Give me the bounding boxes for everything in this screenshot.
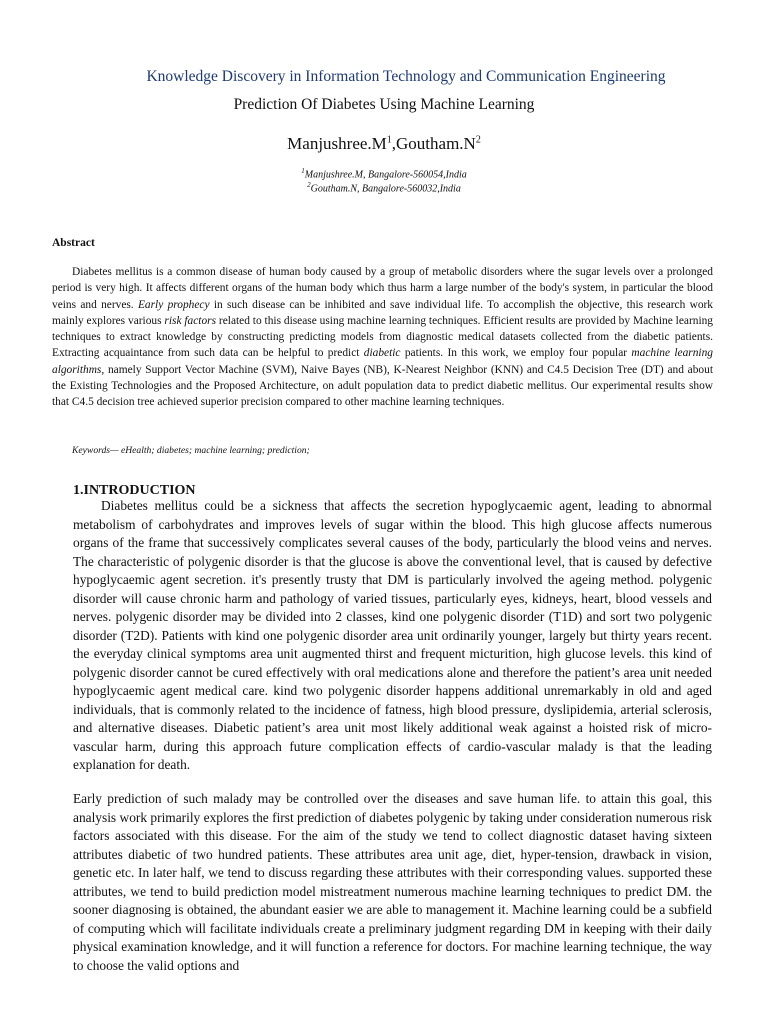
abstract-italic-2: risk factors [164, 314, 217, 327]
affiliation-1-marker: 1 [301, 167, 305, 175]
affiliation-1 [0, 167, 768, 180]
abstract-text-4: patients. In this work, we employ four popular [400, 347, 632, 360]
abstract-italic-4: machine learning algorithms [52, 347, 713, 376]
affiliation-2 [0, 181, 768, 194]
author-affil-marker-1: 1 [386, 134, 392, 146]
author-separator: , [391, 134, 397, 153]
introduction-heading: 1.INTRODUCTION [73, 483, 196, 498]
journal-name: Knowledge Discovery in Information Technology and Communication Engineering [146, 68, 666, 85]
introduction-paragraph-1: Diabetes mellitus could be a sickness that affects the secretion hypoglycaemic agent, leading to abnormal metabolism of carbohydrates and improves levels of sugar within the blood. This high glucose affects numerous organs of the frame that successively complicates several causes of the body, particularly the blood veins and nerves. The characteristic of polygenic disorder is that the glucose is above the conventional level, that is caused by defective hypoglycaemic agent secretion. it's presently trusty that DM is particularly involved the ageing method. polygenic disorder will cause chronic harm and pathology of varied tissues, particularly eyes, kidneys, heart, blood vessels and nerves. polygenic disorder may be divided into 2 classes, kind one polygenic disorder (T1D) and sort two polygenic disorder (T2D). Patients with kind one polygenic disorder area unit ordinarily younger, largely but thirty years recent. the everyday clinical symptoms area unit augmented thirst and frequent micturition, high glucose levels. this kind of polygenic disorder cannot be cured effectively with oral medications alone and therefore the patient’s area unit needed hypoglycaemic agent medical care. kind two polygenic disorder happens additional unremarkably in old and aged individuals, that is commonly related to the incidence of fatness, high blood pressure, dyslipidemia, arterial sclerosis, and alternative diseases. Diabetic patient’s area unit most likely additional weak against a hoisted risk of micro-vascular harm, during this approach future complication effects of cardio-vascular malady is that the leading explanation for death. [73, 498, 712, 772]
affiliation-1-text: Manjushree.M, Bangalore-560054,India [304, 169, 467, 181]
abstract-italic-3: diabetic [363, 347, 401, 360]
abstract-text-5: , namely Support Vector Machine (SVM), Naive Bayes (NB), K-Nearest Neighbor (KNN) and C4.5 Decision Tree (DT) and about the Existing Technologies and the Proposed Architecture, on adult population data to predict diabetic mellitus. Our experimental results show that C4.5 decision tree achieved superior precision compared to other machine learning techniques. [52, 363, 713, 409]
affiliation-2-marker: 2 [307, 181, 311, 189]
affiliation-2-text: Goutham.N, Bangalore-560032,India [310, 183, 461, 195]
author-affil-marker-2: 2 [475, 134, 481, 146]
introduction-paragraph-2: Early prediction of such malady may be controlled over the diseases and save human life. to attain this goal, this analysis work primarily explores the first prediction of diabetes polygenic by taking under consideration numerous risk factors associated with this disease. For the aim of the study we tend to collect diagnostic dataset having sixteen attributes diabetic of two hundred patients. These attributes area unit age, diet, hyper-tension, drawback in vision, genetic etc. In later half, we tend to discuss regarding these attributes with their corresponding values. supported these attributes, we tend to build prediction model mistreatment numerous machine learning techniques to predict DM. the sooner diagnosing is obtained, the abundant easier we are able to management it. Machine learning could be a subfield of computing which will facilitate individuals create a preliminary judgment regarding DM in keeping with their daily physical examination knowledge, and it will function a reference for doctors. For machine learning technique, the way to choose the valid options and [73, 791, 712, 973]
abstract-heading: Abstract [52, 237, 95, 249]
paper-title: Prediction Of Diabetes Using Machine Learning [233, 96, 535, 113]
author-name-2: Goutham.N [396, 134, 476, 153]
abstract-paragraph [52, 264, 713, 411]
author-line [0, 134, 768, 154]
abstract-text-2: in such disease can be inhibited and save individual life. To accomplish the objective, this research work mainly explores various [52, 298, 713, 327]
abstract-text-3: related to this disease using machine learning techniques. Efficient results are provided by Machine learning techniques to extract knowledge by constructing predicting models from diagnostic medical datasets collected from the diabetic patients. Extracting acquaintance from such data can be helpful to predict [52, 314, 714, 360]
abstract-italic-1: Early prophecy [137, 298, 210, 311]
author-name-1: Manjushree.M [287, 134, 387, 153]
abstract-text-1: Diabetes mellitus is a common disease of human body caused by a group of metabolic disorders where the sugar levels over a prolonged period is very high. It affects different organs of the human body which thus harm a large number of the body's system, in particular the blood veins and nerves. [52, 266, 713, 311]
keywords-line: Keywords— eHealth; diabetes; machine learning; prediction; [72, 445, 310, 456]
